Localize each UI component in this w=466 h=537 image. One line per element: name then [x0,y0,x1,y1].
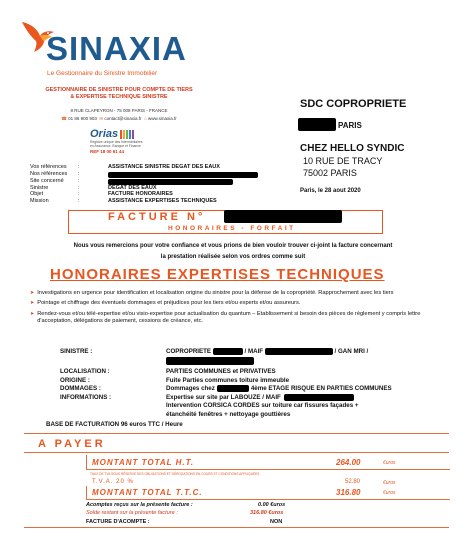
acomptes-value: 0.00 €uros [258,502,286,508]
detail-row [60,368,440,377]
detail-value: étanchéité fenêtres + nettoyage gouttières [166,410,291,418]
bullet-arrow-icon: ➤ [30,310,35,317]
detail-value: 4ème ETAGE RISQUE EN PARTIES COMMUNES [250,385,392,392]
recipient-line-1: SDC COPROPRIETE [300,98,407,110]
ref-row: Nos références : [30,171,290,178]
divider [24,527,449,528]
ref-value: ASSISTANCE SINISTRE DEGAT DES EAUX [108,164,220,170]
brand-tagline: Le Gestionnaire du Sinistre Immobilier [47,70,158,77]
phone-icon: ☎ [61,116,67,121]
bullet-text: Pointage et chiffrage des éventuels dommages et préjudices pour les tiers et/ou experts et/ou assureurs. [37,300,301,307]
solde-label: Solde restant sur la présente facture : [86,510,178,516]
list-item [30,300,450,307]
invoice-date: Paris, le 28 aout 2020 [300,188,361,194]
orias-logo: Orias [90,128,119,140]
recipient-line-3: CHEZ HELLO SYNDIC [300,143,405,154]
ref-value: DEGAT DES EAUX [108,184,157,191]
detail-value: Intervention CORSICA CORDES sur toiture car fissures façades + [166,402,359,409]
redaction [166,357,254,365]
detail-row [60,377,440,386]
detail-value: Expertise sur site par LABOUZE / MAIF [166,393,281,401]
billing-base: BASE DE FACTURATION 96 euros TTC / Heure [46,421,183,428]
orias-text-2: en Assurance, Banque et Finance [90,144,141,148]
acomptes-label: Acomptes reçus sur la présente facture : [86,502,193,508]
detail-value: Dommages chez [166,385,215,392]
ref-label: Mission [30,197,49,204]
brand-name: SINAXIA [46,30,187,67]
tva-label: T.V.A. 20 % [92,479,134,485]
ref-label: Vos références [30,164,67,170]
solde-value: 316.80 €uros [250,510,284,516]
ref-label: Nos références [30,170,68,177]
ref-row: Objet : FACTURE HONORAIRES [30,191,173,197]
list-item [30,311,450,326]
recipient-line-2: PARIS [338,121,362,130]
contact-web[interactable]: www.sinaxia.fr [148,116,177,121]
ref-row: Vos références : ASSISTANCE SINISTRE DEGAT DES EAUX [30,164,220,170]
a-payer-label: A PAYER [38,438,106,450]
sinistre-part-3: / GAN MRI / [334,348,369,356]
redaction [224,210,342,223]
bullet-text: Investigations en urgence pour identification et localisation origine du sinistre pour la défense de la copropriété. Rapprochement avec les tiers [37,290,394,296]
brand-subtitle [10,87,228,101]
detail-label: DOMMAGES : [60,385,101,392]
ref-value: FACTURE HONORAIRES [108,191,173,197]
recipient-line-5: 75002 PARIS [303,168,357,178]
ttc-label: MONTANT TOTAL T.T.C. [92,488,203,497]
detail-value: PARTIES COMMUNES et PRIVATIVES [166,368,276,375]
orias-ref: REF 18 00 61 44 [90,149,125,154]
ht-value: 264.00 [336,458,361,467]
ref-row: Sinistre : DEGAT DES EAUX [30,184,157,191]
tva-value: 52.80 [345,479,361,485]
tva-note: TAUX DE TVA SOUS RÉSERVE DES OBLIGATIONS ET DÉROGATIONS EN COURS ET CONDITIONS APPLIQUÉES [90,472,260,476]
bullet-list [30,290,450,325]
web-icon: ⌂ [144,116,147,121]
redaction [284,394,354,401]
ttc-value: 316.80 [336,488,361,497]
facture-acompte-label: FACTURE D'ACOMPTE : [86,519,150,525]
redaction [265,348,333,355]
brand-address: 8 RUE CLAPEYRON - 75 008 PARIS - FRANCE [70,108,168,113]
detail-label: LOCALISATION : [60,368,110,375]
detail-label: INFORMATIONS : [60,393,112,401]
invoice-title: FACTURE N° [108,211,206,223]
brand-subtitle-line-2: & EXPERTISE TECHNIQUE SINISTRE [70,94,168,100]
redaction [217,385,249,392]
ref-label: Objet [30,191,44,197]
ttc-unit: €uros [383,490,396,496]
ref-row: Site concerné : [30,178,290,185]
sinistre-part-1: COPROPRIETE [166,348,212,356]
contact-email[interactable]: contact@sinaxia.fr [104,116,142,121]
divider [24,433,449,434]
tva-unit: €uros [383,480,396,486]
detail-row [60,385,440,394]
recipient-line-4: 10 RUE DE TRACY [303,156,383,166]
ref-label: Sinistre [30,184,49,191]
references-block [30,164,290,204]
ref-value: ASSISTANCE EXPERTISES TECHNIQUES [108,197,217,204]
ht-unit: €uros [383,460,396,466]
detail-value: Fuite Parties communes toiture immeuble [166,376,290,384]
sinistre-part-2: / MAIF [244,348,264,356]
ht-label: MONTANT TOTAL H.T. [92,458,195,467]
brand-contact [10,116,228,122]
bullet-arrow-icon: ➤ [30,290,35,296]
sinistre-value [166,348,368,355]
brand-subtitle-line-1: GESTIONNAIRE DE SINISTRE POUR COMPTE DE TIERS [45,87,193,93]
detail-row [60,394,440,403]
ref-row: Mission : ASSISTANCE EXPERTISES TECHNIQUES [30,197,217,204]
redaction [213,348,243,355]
list-item [30,290,450,297]
redaction [298,118,336,131]
sinistre-label: SINISTRE : [60,348,93,355]
email-icon: ✉ [99,116,104,121]
invoice-intro-line-1: Nous vous remercions pour votre confiance et vous prions de bien vouloir trouver ci-joint la facture concernant [73,243,393,249]
bullet-arrow-icon: ➤ [30,300,35,307]
orias-bars-icon [120,130,134,139]
invoice-intro [20,241,446,263]
contact-phone: 01 86 900 903 [68,116,97,121]
ref-label: Site concerné [30,177,64,184]
orias-block [90,128,150,154]
orias-text-1: Registre unique des Intermédiaires [90,140,143,144]
invoice-subtitle: HONORAIRES - FORFAIT [168,225,296,232]
redaction [108,172,258,178]
facture-acompte-value: NON [270,519,283,525]
detail-label: ORIGINE : [60,376,90,384]
divider [24,452,449,453]
section-heading: HONORAIRES EXPERTISES TECHNIQUES [50,266,385,283]
bullet-text: Rendez-vous et/ou télé-expertise et/ou visio-expertise pour actualisation du quantum – Etablissement si besoin des pièces de règlement y compris lettre d'acceptation, délégations de paiement, cessions de créance, etc. [37,310,421,324]
details-block [60,368,440,419]
invoice-intro-line-2: la prestation réalisée selon vos ordres comme suit [160,254,306,260]
